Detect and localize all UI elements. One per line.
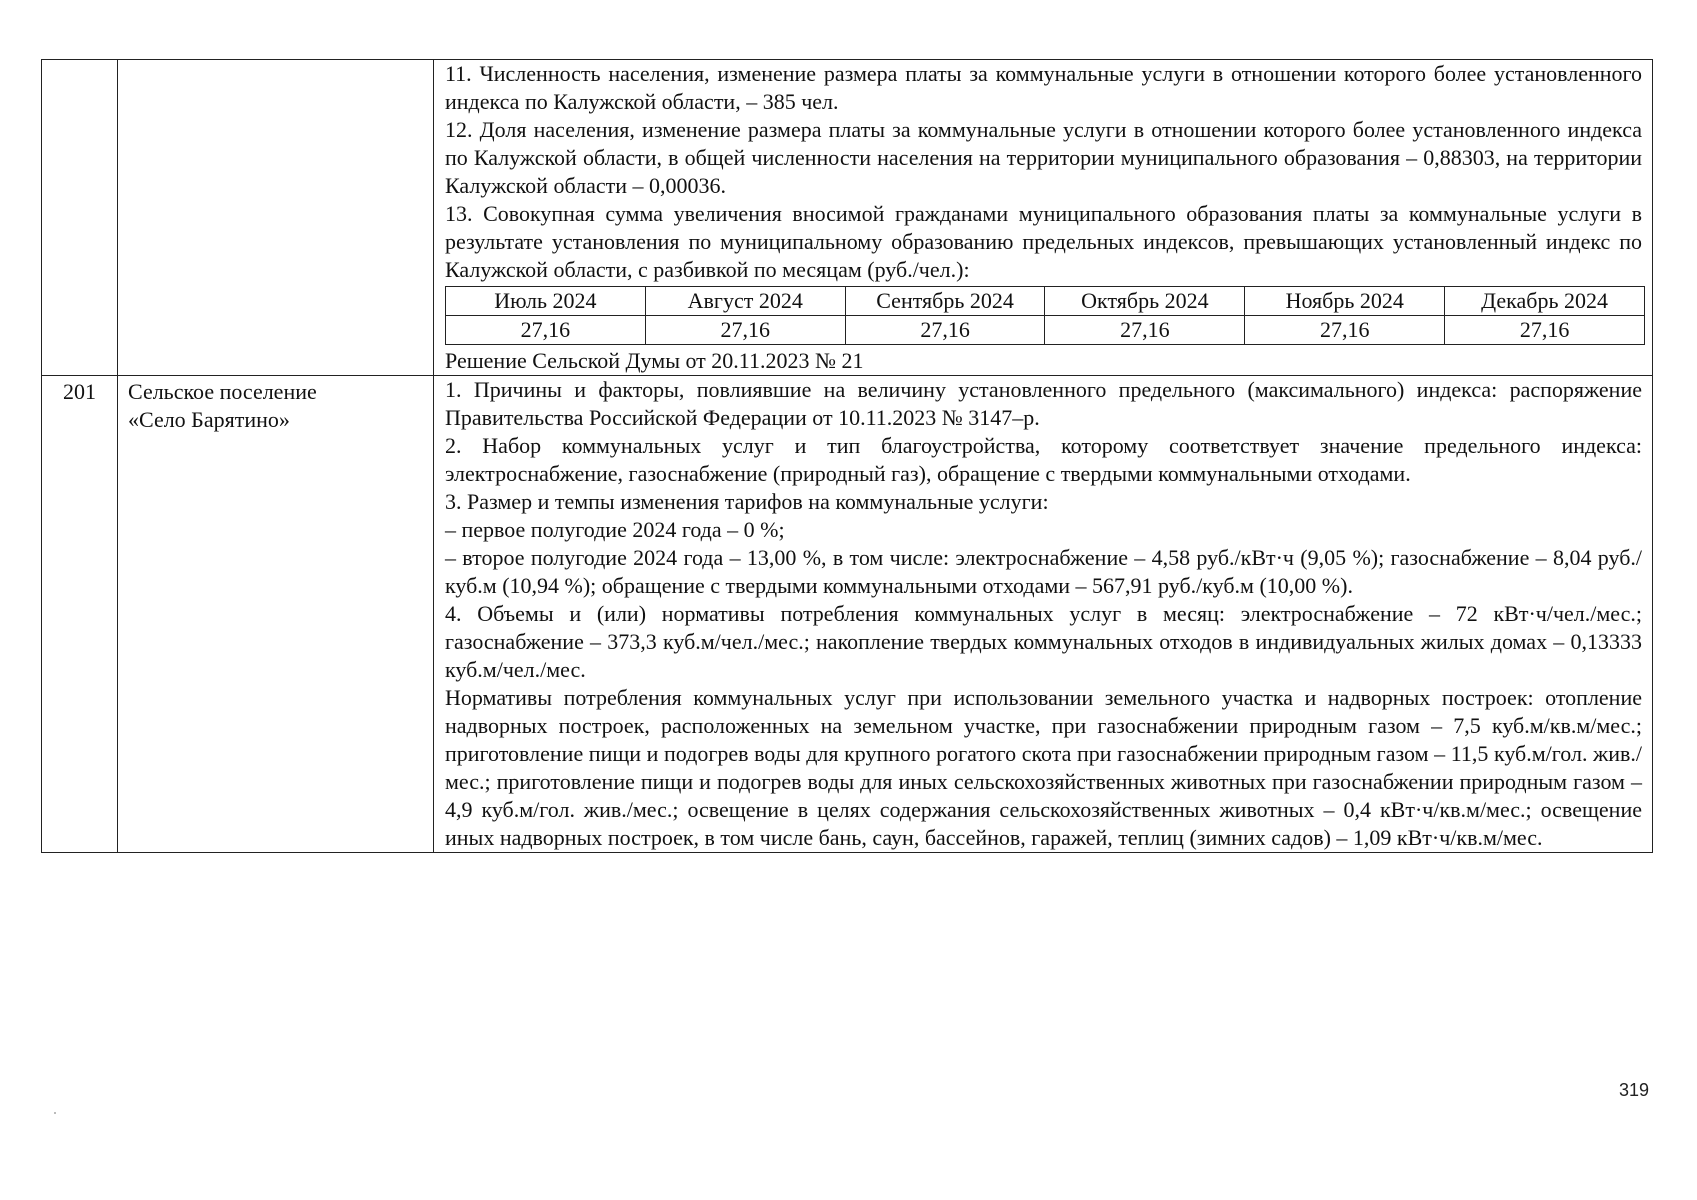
row-number-cell [42, 60, 118, 376]
paragraph-norms: Нормативы потребления коммунальных услуг при использовании земельного участка и надворных построек: отопление надворных построек, расположенных на земельном участке, при газоснабжении природным газом – 7,5 куб.м/кв.м/мес.; приготовление пищи и подогрев воды для крупного рогатого скота при газоснабжении природным газом – 11,5 куб.м/гол. жив./мес.; приготовление пищи и подогрев воды для иных сельскохозяйственных животных при газоснабжении природным газом – 4,9 куб.м/гол. жив./мес.; освещение в целях содержания сельскохозяйственных животных – 0,4 кВт·ч/кв.м/мес.; освещение иных надворных построек, в том числе бань, саун, бассейнов, гаражей, теплиц (зимних садов) – 1,09 кВт·ч/кв.м/мес. [445, 685, 1642, 850]
month-value-row [446, 316, 1645, 345]
month-value: 27,16 [1445, 316, 1645, 345]
paragraph-11: 11. Численность населения, изменение размера платы за коммунальные услуги в отношении которого более установленного индекса по Калужской области, – 385 чел. [445, 61, 1642, 114]
main-table [41, 59, 1653, 853]
paragraph-3-second-half: – второе полугодие 2024 года – 13,00 %, в том числе: электроснабжение – 4,58 руб./кВт·ч (9,05 %); газоснабжение – 8,04 руб./куб.м (10,94 %); обращение с твердыми коммунальными отходами – 567,91 руб./куб.м (10,00 %). [445, 545, 1642, 598]
paragraph-12: 12. Доля населения, изменение размера платы за коммунальные услуги в отношении которого более установленного индекса по Калужской области, в общей численности населения на территории муниципального образования – 0,88303, на территории Калужской области – 0,00036. [445, 117, 1642, 198]
page-number: 319 [1618, 1080, 1649, 1100]
paragraph-3-first-half: – первое полугодие 2024 года – 0 %; [445, 517, 785, 542]
row-description-cell [434, 376, 1653, 853]
scan-speck [54, 1112, 56, 1114]
settlement-name: «Село Барятино» [128, 407, 290, 432]
paragraph-2: 2. Набор коммунальных услуг и тип благоустройства, которому соответствует значение предельного индекса: электроснабжение, газоснабжение (природный газ), обращение с твердыми коммунальными отходами. [445, 433, 1642, 486]
paragraph-3: 3. Размер и темпы изменения тарифов на коммунальные услуги: [445, 489, 1049, 514]
paragraph-13: 13. Совокупная сумма увеличения вносимой гражданами муниципального образования платы за коммунальные услуги в результате установления по муниципальному образованию предельных индексов, превышающих установленный индекс по Калужской области, с разбивкой по месяцам (руб./чел.): [445, 201, 1642, 282]
monthly-increase-table [445, 286, 1645, 345]
month-value: 27,16 [446, 316, 646, 345]
row-name-cell [118, 60, 434, 376]
month-header: Июль 2024 [446, 287, 646, 316]
month-header: Ноябрь 2024 [1245, 287, 1445, 316]
month-header: Октябрь 2024 [1045, 287, 1245, 316]
settlement-type: Сельское поселение [128, 379, 317, 404]
month-header-row [446, 287, 1645, 316]
row-number: 201 [63, 379, 96, 404]
month-header: Декабрь 2024 [1445, 287, 1645, 316]
month-value: 27,16 [645, 316, 845, 345]
paragraph-4: 4. Объемы и (или) нормативы потребления коммунальных услуг в месяц: электроснабжение – 72 кВт·ч/чел./мес.; газоснабжение – 373,3 куб.м/чел./мес.; накопление твердых коммунальных отходов в индивидуальных жилых домах – 0,13333 куб.м/чел./мес. [445, 601, 1642, 682]
row-name-cell [118, 376, 434, 853]
decision-reference: Решение Сельской Думы от 20.11.2023 № 21 [445, 348, 864, 373]
table-row [42, 60, 1653, 376]
paragraph-1: 1. Причины и факторы, повлиявшие на величину установленного предельного (максимального) индекса: распоряжение Правительства Российской Федерации от 10.11.2023 № 3147–р. [445, 377, 1642, 430]
month-value: 27,16 [845, 316, 1045, 345]
month-header: Август 2024 [645, 287, 845, 316]
month-value: 27,16 [1245, 316, 1445, 345]
table-row [42, 376, 1653, 853]
month-header: Сентябрь 2024 [845, 287, 1045, 316]
month-value: 27,16 [1045, 316, 1245, 345]
row-description-cell [434, 60, 1653, 376]
row-number-cell [42, 376, 118, 853]
